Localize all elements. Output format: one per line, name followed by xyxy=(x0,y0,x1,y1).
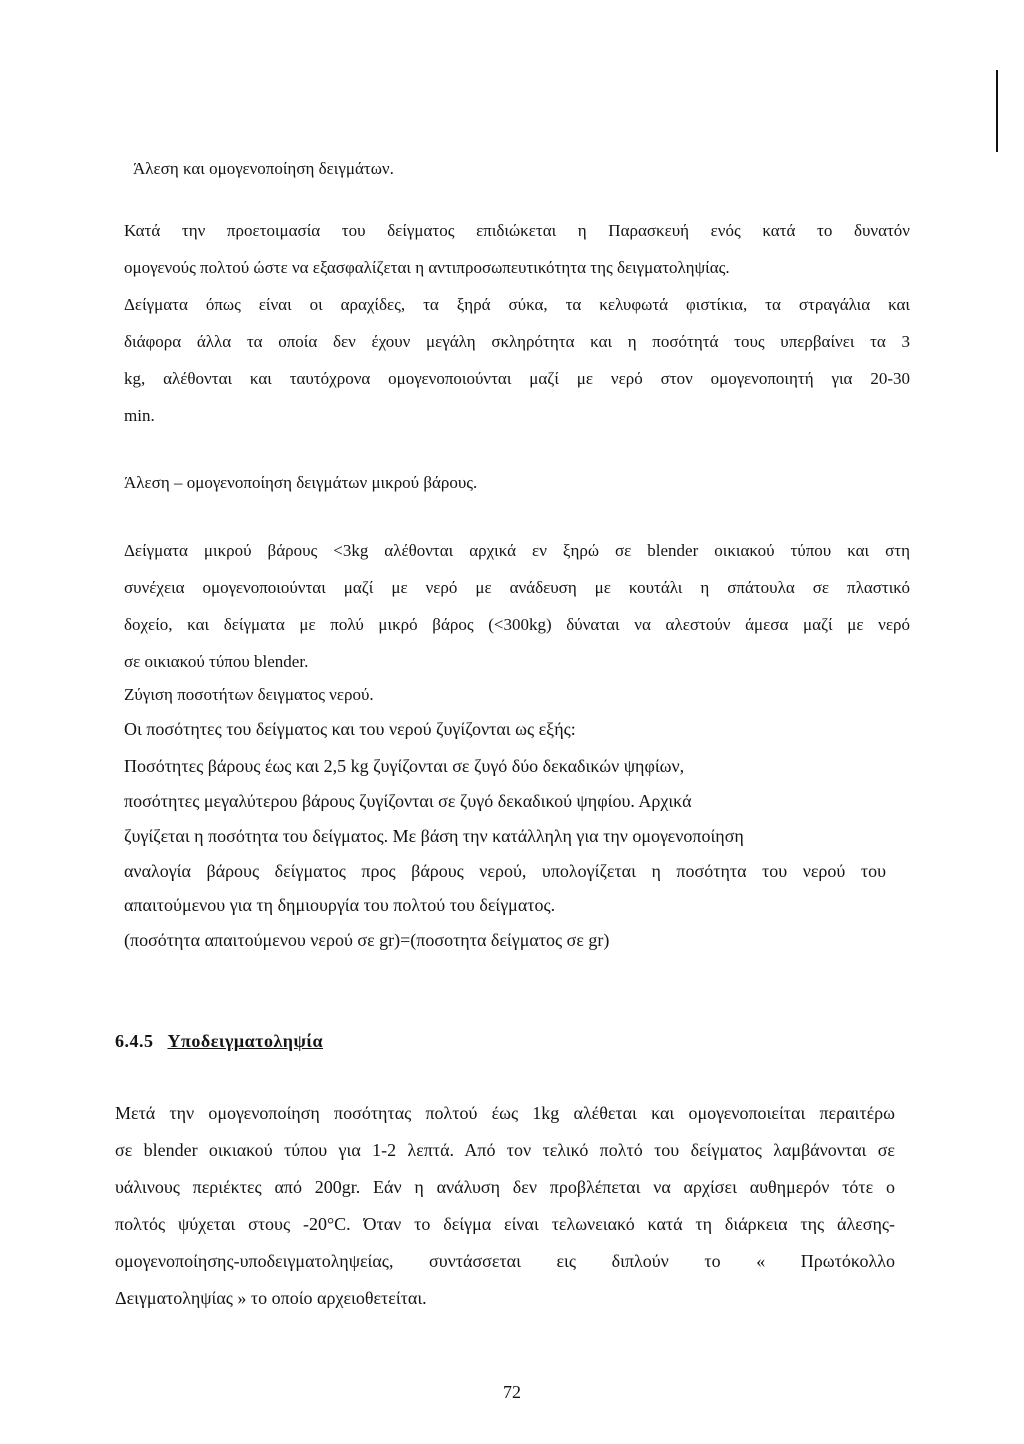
para4-line: υάλινους περιέκτες από 200gr. Εάν η ανάλυση δεν προβλέπεται να αρχίσει αυθημερόν τότε ο xyxy=(115,1177,895,1197)
para4-line: σε blender οικιακού τύπου για 1-2 λεπτά. Από τον τελικό πολτό του δείγματος λαμβάνονται σε xyxy=(115,1140,895,1160)
para3-line: ζυγίζεται η ποσότητα του δείγματος. Με βάση την κατάλληλη για την ομογενοποίηση xyxy=(124,826,744,846)
page-edge-line xyxy=(996,70,998,152)
para3-line: Οι ποσότητες του δείγματος και του νερού ζυγίζονται ως εξής: xyxy=(124,719,576,739)
para1-line: ομογενούς πολτού ώστε να εξασφαλίζεται η αντιπροσωπευτικότητα της δειγματοληψίας. xyxy=(124,258,730,277)
para3-line: απαιτούμενου για τη δημιουργία του πολτού του δείγματος. xyxy=(124,895,556,915)
para2-line: δοχείο, και δείγματα με πολύ μικρό βάρος (<300kg) δύναται να αλεστούν άμεσα μαζί με νερό xyxy=(124,615,910,634)
para4-line: ομογενοποίησης-υποδειγματοληψείας, συντάσσεται εις διπλούν το « Πρωτόκολλο xyxy=(115,1251,895,1271)
para4-line: Δειγματοληψίας » το οποίο αρχειοθετείται. xyxy=(115,1288,427,1308)
para4-line: Μετά την ομογενοποίηση ποσότητας πολτού έως 1kg αλέθεται και ομογενοποιείται περαιτέρω xyxy=(115,1103,895,1123)
para2-line: συνέχεια ομογενοποιούνται μαζί με νερό με ανάδευση με κουτάλι η σπάτουλα σε πλαστικό xyxy=(124,578,910,597)
para2-line: Δείγματα μικρού βάρους <3kg αλέθονται αρχικά εν ξηρώ σε blender οικιακού τύπου και στη xyxy=(124,541,910,560)
para1-line: kg, αλέθονται και ταυτόχρονα ομογενοποιούνται μαζί με νερό στον ομογενοποιητή για 20-30 xyxy=(124,369,910,388)
para1-line: διάφορα άλλα τα οποία δεν έχουν μεγάλη σκληρότητα και η ποσότητά τους υπερβαίνει τα 3 xyxy=(124,332,910,351)
section-number: 6.4.5 xyxy=(115,1031,154,1051)
para3-line: Ποσότητες βάρους έως και 2,5 kg ζυγίζονται σε ζυγό δύο δεκαδικών ψηφίων, xyxy=(124,756,685,776)
para3-line: αναλογία βάρους δείγματος προς βάρους νερού, υπολογίζεται η ποσότητα του νερού του xyxy=(124,861,886,881)
section-heading-grinding: Άλεση και ομογενοποίηση δειγμάτων. xyxy=(133,159,394,178)
para1-line: Κατά την προετοιμασία του δείγματος επιδιώκεται η Παρασκευή ενός κατά το δυνατόν xyxy=(124,221,910,240)
para1-line: min. xyxy=(124,406,155,425)
para2-line: σε οικιακού τύπου blender. xyxy=(124,652,309,671)
section-heading-weighing: Ζύγιση ποσοτήτων δειγματος νερού. xyxy=(124,685,374,704)
section-heading-subsampling xyxy=(115,1030,323,1052)
page-number: 72 xyxy=(503,1382,521,1402)
section-title: Υποδειγματοληψία xyxy=(167,1031,324,1051)
para3-line: (ποσότητα απαιτούμενου νερού σε gr)=(ποσοτητα δείγματος σε gr) xyxy=(124,930,610,950)
para1-line: Δείγματα όπως είναι οι αραχίδες, τα ξηρά σύκα, τα κελυφωτά φιστίκια, τα στραγάλια και xyxy=(124,295,910,314)
section-heading-small-samples: Άλεση – ομογενοποίηση δειγμάτων μικρού βάρους. xyxy=(124,473,478,492)
para3-line: ποσότητες μεγαλύτερου βάρους ζυγίζονται σε ζυγό δεκαδικού ψηφίου. Αρχικά xyxy=(124,791,692,811)
para4-line: πολτός ψύχεται στους -20°C. Όταν το δείγμα είναι τελωνειακό κατά τη διάρκεια της άλεσης- xyxy=(115,1214,895,1234)
